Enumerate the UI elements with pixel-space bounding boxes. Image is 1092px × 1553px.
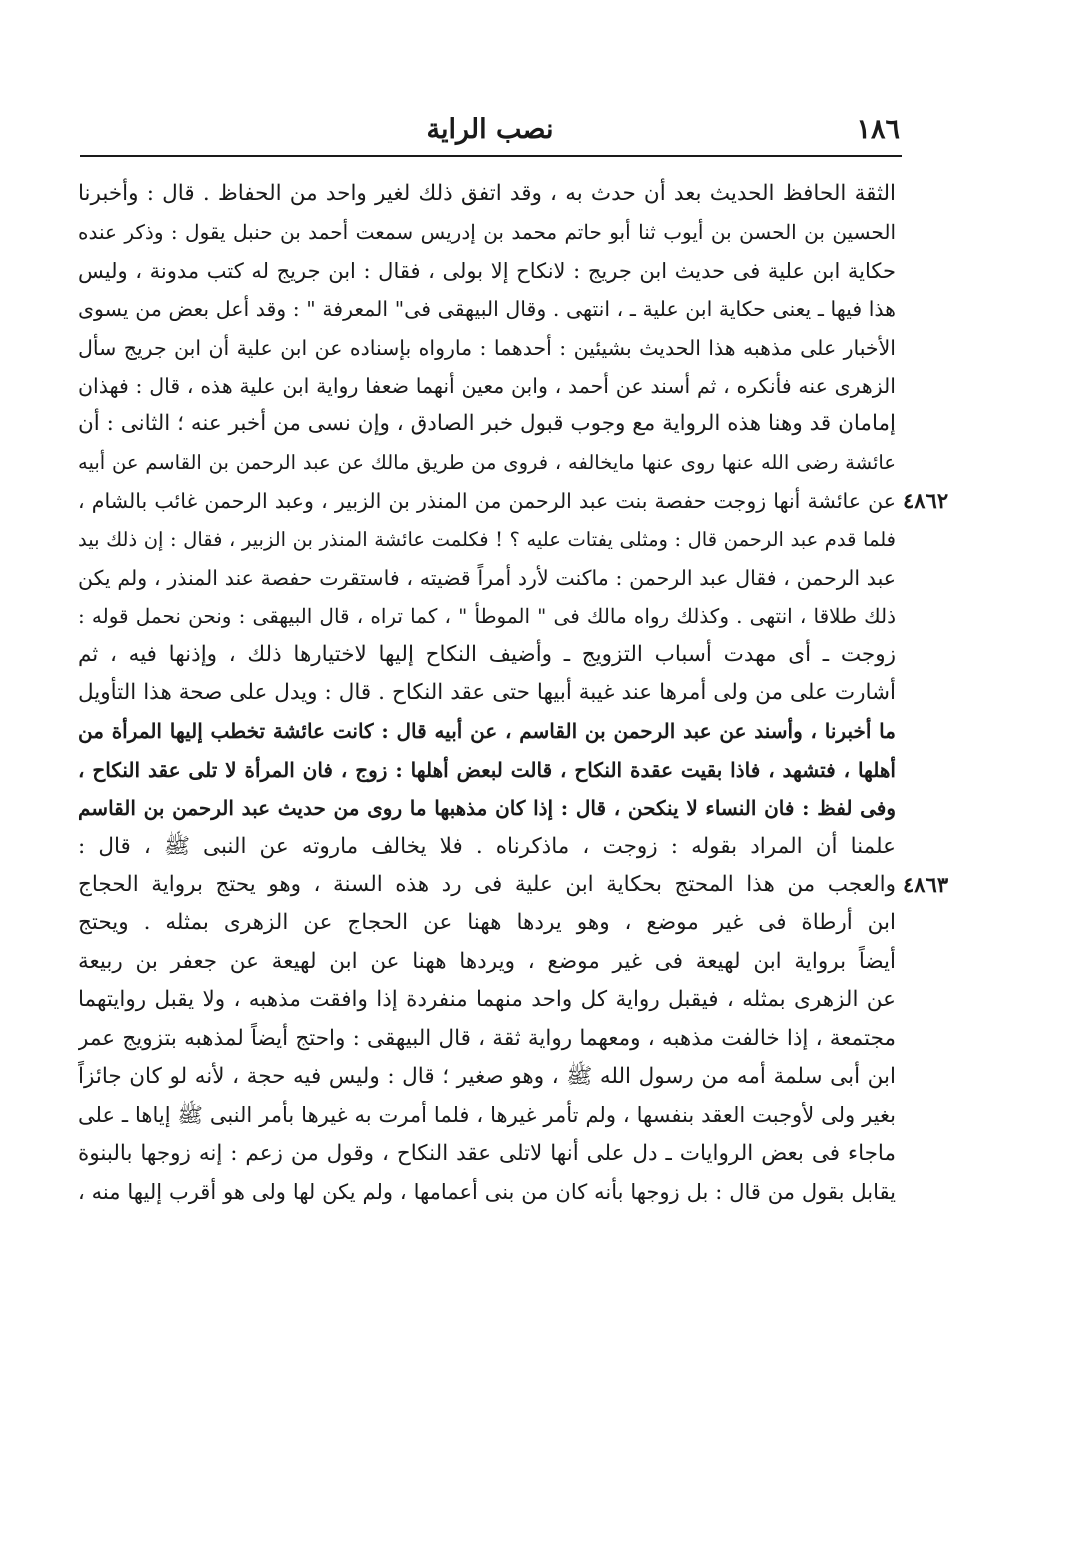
text-line: يقابل بقول من قال : بل زوجها بأنه كان من بنى أعمامها ، ولم يكن لها ولى هو أقرب إليها منه ، — [78, 1180, 896, 1205]
text-line: أهلها ، فتشهد ، فاذا بقيت عقدة النكاح ، قالت لبعض أهلها : زوج ، فان المرأة لا تلى عقد النكاح ، — [78, 757, 896, 782]
text-line: بغير ولى لأوجبت العقد بنفسها ، ولم تأمر غيرها ، فلما أمرت به غيرها بأمر النبى ﷺ إياها ـ على — [78, 1103, 896, 1128]
page-number: ١٨٦ — [856, 114, 900, 145]
text-line: فلما قدم عبد الرحمن قال : ومثلى يفتات عليه ؟ ! فكلمت عائشة المنذر بن الزبير ، فقال : إن ذلك بيد — [78, 527, 896, 551]
page-header — [80, 112, 900, 156]
text-line: علمنا أن المراد بقوله : زوجت ، ماذكرناه . فلا يخالف ماروته عن النبى ﷺ ، قال : — [78, 833, 896, 859]
text-line: ابن أبى سلمة أمه من رسول الله ﷺ ، وهو صغير ؛ قال : وليس فيه حجة ، لأنه لو كان جائزاً — [78, 1063, 896, 1089]
text-line: عن عائشة أنها زوجت حفصة بنت عبد الرحمن من المنذر بن الزبير ، وعبد الرحمن غائب بالشام ، — [78, 489, 896, 514]
text-line: أشارت على من ولى أمرها عند غيبة أبيها حتى عقد النكاح . قال : ويدل على صحة هذا التأويل — [78, 680, 896, 706]
text-line: وفى لفظ : فان النساء لا ينكحن ، قال : إذا كان مذهبها ما روى من حديث عبد الرحمن بن القاسم — [78, 796, 896, 821]
text-line: عائشة رضى الله عنها روى عنها مايخالفه ، فروى من طريق مالك عن عبد الرحمن بن القاسم عن أبيه — [78, 450, 896, 474]
running-title: نصب الراية — [426, 114, 554, 145]
text-line: عن الزهرى بمثله ، فيقبل رواية كل واحد منهما منفردة إذا وافقت مذهبه ، ولا يقبل روايتهما — [78, 987, 896, 1013]
text-line: الزهرى عنه فأنكره ، ثم أسند عن أحمد ، وابن معين أنهما ضعفا رواية ابن علية هذه ، قال : فهذان — [78, 373, 896, 398]
text-line: الحسين بن الحسن بن أيوب ثنا أبو حاتم محمد بن إدريس سمعت أحمد بن حنبل يقول : وذكر عنده — [78, 220, 896, 245]
text-line: إمامان قد وهنا هذه الرواية مع وجوب قبول خبر الصادق ، وإن نسى من أخبر عنه ؛ الثانى : أن — [78, 411, 896, 437]
body-text — [78, 175, 896, 1212]
text-line: الأخبار على مذهبه هذا الحديث بشيئين : أحدهما : مارواه بإسناده عن ابن علية أن ابن جريج سأل — [78, 335, 896, 360]
text-line: ماجاء فى بعض الروايات ـ دل على أنها لاتلى عقد النكاح ، وقول من زعم : إنه زوجها بالبنوة — [78, 1140, 896, 1166]
hadith-number: ٤٨٦٢ — [903, 488, 949, 514]
text-line: حكاية ابن علية فى حديث ابن جريج : لانكاح إلا بولى ، فقال : ابن جريج له كتب مدونة ، وليس — [78, 258, 896, 283]
text-line: ذلك طلاقا ، انتهى . وكذلك رواه مالك فى " الموطأ " ، كما تراه ، قال البيهقى : ونحن نحمل قوله : — [78, 604, 896, 629]
text-line: ابن أرطاة فى غير موضع ، وهو يردها ههنا عن الحجاج عن الزهرى بمثله . ويحتج — [78, 910, 896, 936]
text-line: مجتمعة ، إذا خالفت مذهبه ، ومعهما رواية ثقة ، قال البيهقى : واحتج أيضاً لمذهبه بتزويج عمر — [78, 1025, 896, 1051]
header-rule — [80, 155, 902, 157]
text-line: والعجب من هذا المحتج بحكاية ابن علية فى رد هذه السنة ، وهو يحتج برواية الحجاج — [78, 872, 896, 898]
text-line: ما أخبرنا ، وأسند عن عبد الرحمن بن القاسم ، عن أبيه قال : كانت عائشة تخطب إليها المرأة من — [78, 719, 896, 744]
text-line: الثقة الحافظ الحديث بعد أن حدث به ، وقد اتفق ذلك لغير واحد من الحفاظ . قال : وأخبرنا — [78, 181, 896, 206]
text-line: عبد الرحمن ، فقال عبد الرحمن : ماكنت لأرد أمراً قضيته ، فاستقرت حفصة عند المنذر ، ولم يكن — [78, 565, 896, 590]
text-line: زوجت ـ أى مهدت أسباب التزويج ـ وأضيف النكاح إليها لاختيارها ذلك ، وإذنها فيه ، ثم — [78, 641, 896, 667]
hadith-number: ٤٨٦٣ — [903, 872, 949, 898]
text-line: أيضاً برواية ابن لهيعة فى غير موضع ، ويردها ههنا عن ابن لهيعة عن جعفر بن ربيعة — [78, 948, 896, 974]
text-line: هذا فيها ـ يعنى حكاية ابن علية ـ ، انتهى . وقال البيهقى فى" المعرفة " : وقد أعل بعض من يسوى — [78, 297, 896, 322]
